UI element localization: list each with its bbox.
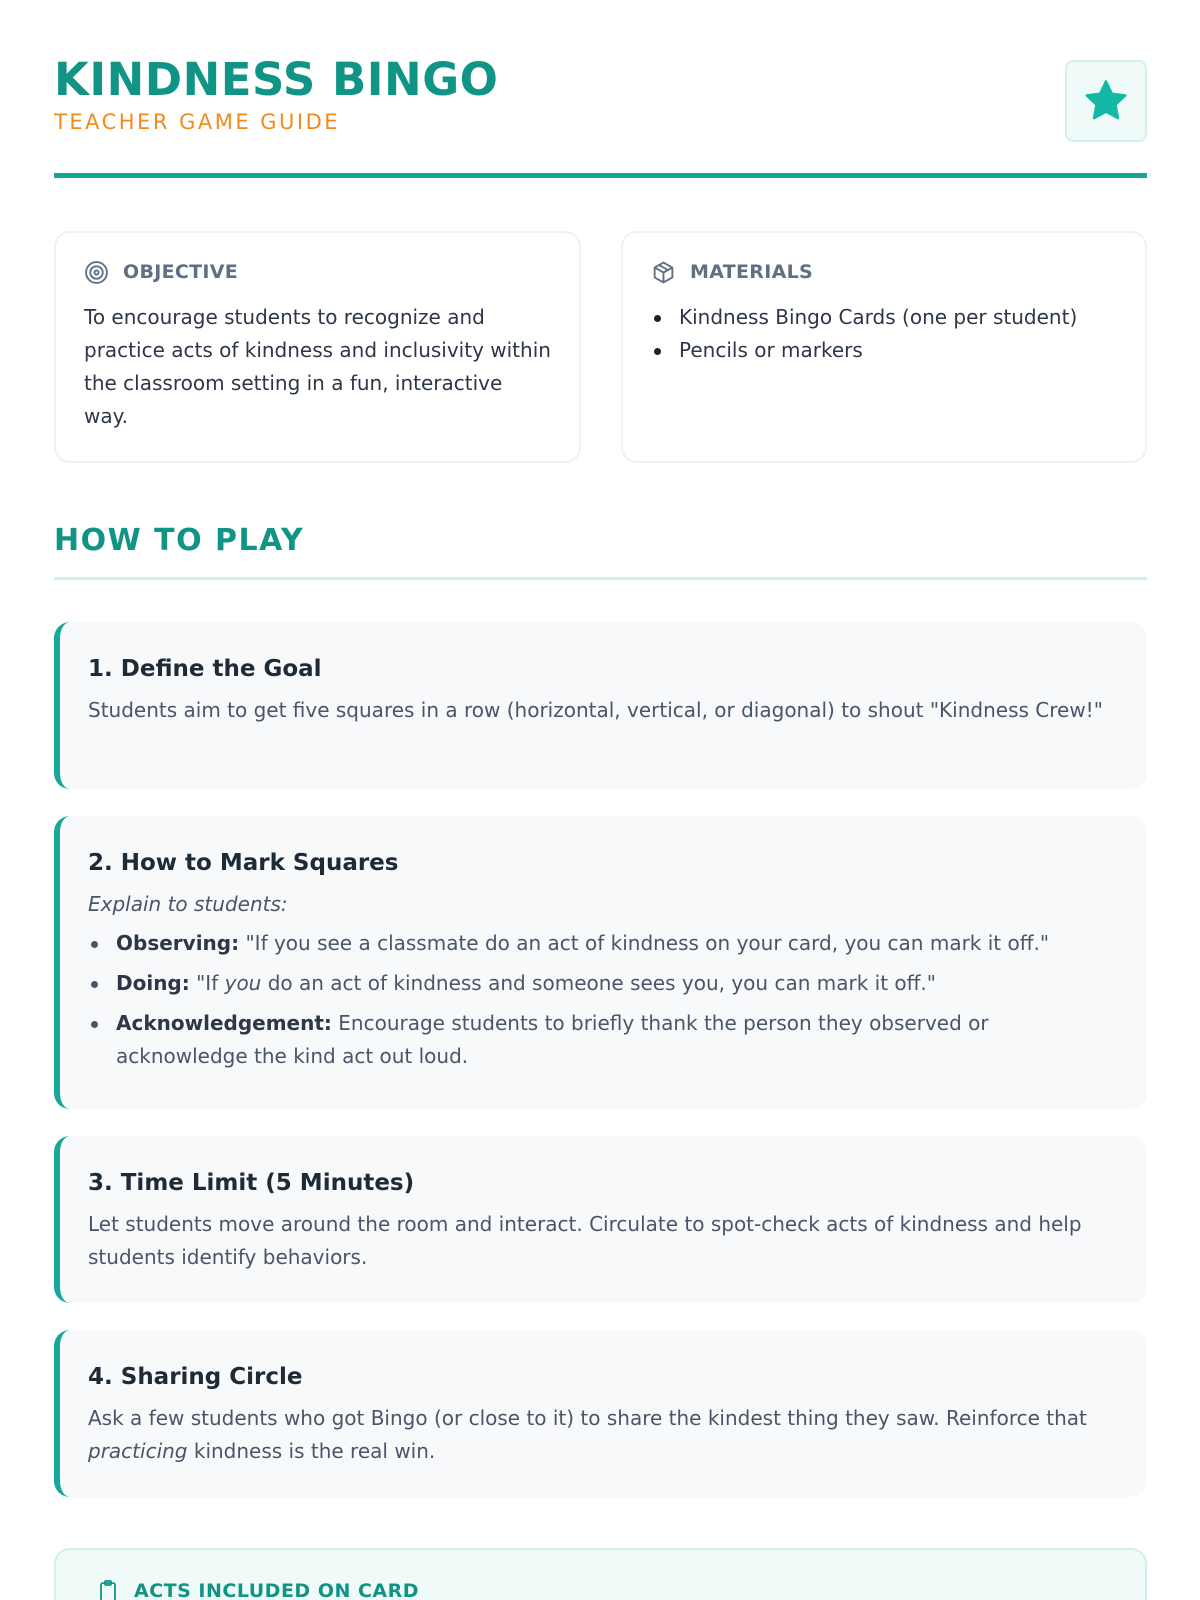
- rule-emphasis: you: [224, 971, 262, 995]
- page-title: KINDNESS BINGO: [54, 53, 499, 106]
- page-subtitle: TEACHER GAME GUIDE: [54, 110, 341, 134]
- step-text: Let students move around the room and interact. Circulate to spot-check acts of kindness and help students identify behaviors.: [88, 1212, 1082, 1269]
- list-item: [88, 967, 1117, 1000]
- objective-label: OBJECTIVE: [123, 261, 239, 283]
- clipboard-icon: [96, 1578, 120, 1600]
- materials-list: [651, 301, 1117, 367]
- acts-header: [96, 1578, 1105, 1600]
- step-time-limit: [54, 1136, 1147, 1303]
- list-item: [88, 927, 1117, 960]
- step-note: Explain to students:: [88, 892, 288, 916]
- star-badge: [1065, 60, 1147, 142]
- step-title: 2. How to Mark Squares: [88, 850, 399, 876]
- objective-card: [54, 231, 581, 463]
- objective-text: To encourage students to recognize and practice acts of kindness and inclusivity within the classroom setting in a fun, interactive way.: [84, 305, 551, 428]
- step-text: Students aim to get five squares in a row (horizontal, vertical, or diagonal) to shout "Kindness Crew!": [88, 698, 1103, 722]
- marking-rules-list: [88, 927, 1117, 1073]
- target-icon: [84, 260, 109, 285]
- rule-label: Acknowledgement:: [116, 1011, 332, 1035]
- step-mark-squares: [54, 816, 1147, 1109]
- step-title: 3. Time Limit (5 Minutes): [88, 1170, 415, 1196]
- step-define-goal: [54, 622, 1147, 789]
- step-text-part: kindness is the real win.: [187, 1439, 436, 1463]
- rule-text: do an act of kindness and someone sees you, you can mark it off.": [261, 971, 936, 995]
- list-item: [88, 1007, 1117, 1073]
- step-title: 1. Define the Goal: [88, 656, 322, 682]
- materials-header: [651, 259, 1117, 285]
- how-to-play-title: HOW TO PLAY: [54, 520, 1147, 580]
- step-sharing-circle: [54, 1330, 1147, 1497]
- rule-text: "If: [189, 971, 225, 995]
- rule-label: Doing:: [116, 971, 190, 995]
- acts-card: [54, 1548, 1147, 1600]
- materials-card: [621, 231, 1147, 463]
- acts-label: ACTS INCLUDED ON CARD: [134, 1580, 420, 1600]
- rule-label: Observing:: [116, 931, 240, 955]
- step-text-part: Ask a few students who got Bingo (or close to it) to share the kindest thing they saw. Reinforce that: [88, 1406, 1087, 1430]
- package-icon: [651, 260, 676, 285]
- objective-header: [84, 259, 551, 285]
- materials-item: Pencils or markers: [651, 334, 1117, 367]
- materials-item: Kindness Bingo Cards (one per student): [651, 301, 1117, 334]
- step-title: 4. Sharing Circle: [88, 1364, 303, 1390]
- star-icon: [1082, 77, 1130, 125]
- rule-text: "If you see a classmate do an act of kindness on your card, you can mark it off.": [239, 931, 1050, 955]
- page-header: [54, 50, 1147, 178]
- materials-label: MATERIALS: [690, 261, 813, 283]
- step-text: [88, 1402, 1117, 1468]
- rule-text: Encourage students to briefly thank the person they observed or acknowledge the kind act out loud.: [116, 1011, 989, 1068]
- step-emphasis: practicing: [88, 1439, 188, 1463]
